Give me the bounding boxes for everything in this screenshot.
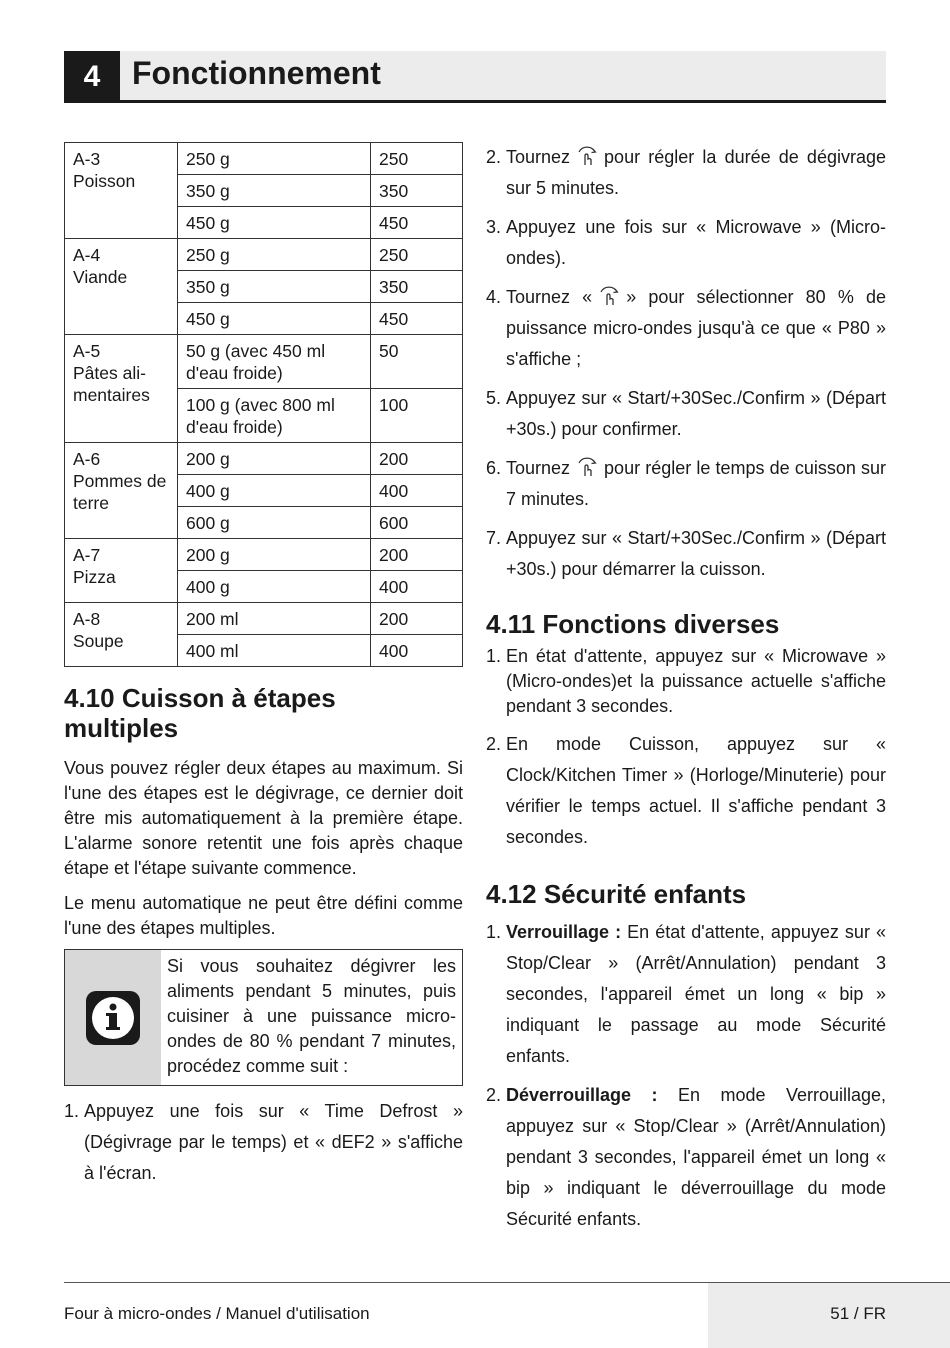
value-cell: 200 <box>371 539 463 571</box>
right-column <box>486 142 886 1243</box>
weight-cell: 600 g <box>178 507 371 539</box>
value-cell: 100 <box>371 389 463 443</box>
step-number: 5. <box>486 388 502 408</box>
section-title-4-10: 4.10 Cuisson à étapes multiples <box>64 683 336 743</box>
item-number: 2. <box>486 734 502 754</box>
list-item <box>486 1080 886 1235</box>
table-row <box>65 443 463 475</box>
item-label: Déverrouillage : <box>506 1085 658 1105</box>
info-note <box>64 949 463 1086</box>
step-number: 1. <box>64 1101 80 1121</box>
knob-icon <box>596 283 622 309</box>
step-text: Tournez <box>506 147 571 167</box>
step-text: Tournez « <box>506 287 593 307</box>
value-cell: 350 <box>371 175 463 207</box>
item-label: Verrouillage : <box>506 922 622 942</box>
item-text: En mode Verrouillage, appuyez sur « Stop/Clear » (Arrêt/Annulation) pendant 3 secondes, l'appareil émet un long « bip » indiquant le déverrouillage du mode Sécurité enfants. <box>506 1085 887 1229</box>
value-cell: 600 <box>371 507 463 539</box>
weight-cell: 200 ml <box>178 603 371 635</box>
section-title-4-12: 4.12 Sécurité enfants <box>486 879 747 909</box>
list-item <box>486 282 886 375</box>
step-text: Tournez <box>506 458 571 478</box>
info-icon <box>85 990 141 1046</box>
auto-menu-table <box>64 142 463 667</box>
table-row <box>65 143 463 175</box>
value-cell: 200 <box>371 603 463 635</box>
table-row <box>65 239 463 271</box>
program-label-cell: A-6 Pommes de terre <box>65 443 178 539</box>
value-cell: 200 <box>371 443 463 475</box>
item-number: 1. <box>486 646 502 666</box>
step-number: 4. <box>486 287 502 307</box>
list-item <box>486 644 886 719</box>
list-item <box>64 1096 463 1189</box>
list-item <box>486 142 886 204</box>
list-item <box>486 917 886 1072</box>
note-icon-box <box>65 950 161 1085</box>
section-4-12-list <box>486 917 886 1235</box>
weight-cell: 400 g <box>178 571 371 603</box>
section-4-11-list <box>486 644 886 853</box>
value-cell: 400 <box>371 635 463 667</box>
weight-cell: 200 g <box>178 443 371 475</box>
step-text: Appuyez une fois sur « Microwave » (Micro-ondes). <box>506 217 886 268</box>
right-steps <box>486 142 886 585</box>
section-4-10-paragraph-2: Le menu automatique ne peut être défini comme l'une des étapes multiples. <box>64 893 463 938</box>
weight-cell: 450 g <box>178 207 371 239</box>
program-label-cell: A-4 Viande <box>65 239 178 335</box>
step-number: 3. <box>486 217 502 237</box>
left-steps <box>64 1096 463 1189</box>
item-number: 1. <box>486 922 502 942</box>
weight-cell: 400 g <box>178 475 371 507</box>
item-text: En état d'attente, appuyez sur « Microwave » (Micro-ondes)et la puissance actuelle s'affiche pendant 3 secondes. <box>506 646 886 716</box>
weight-cell: 200 g <box>178 539 371 571</box>
knob-icon <box>574 143 600 169</box>
value-cell: 250 <box>371 239 463 271</box>
program-label-cell: A-5 Pâtes ali- mentaires <box>65 335 178 443</box>
program-label-cell: A-3 Poisson <box>65 143 178 239</box>
table-row <box>65 335 463 389</box>
left-column <box>64 142 463 1189</box>
note-text: Si vous souhaitez dégivrer les aliments pendant 5 minutes, puis cuisiner à une puissance micro-ondes de 80 % pendant 7 minutes, procédez comme suit : <box>167 956 456 1076</box>
chapter-title: Fonctionnement <box>132 55 381 91</box>
list-item <box>486 523 886 585</box>
step-text-continued: pour régler la durée de dégivrage sur 5 minutes. <box>506 147 886 198</box>
item-number: 2. <box>486 1085 502 1105</box>
chapter-number: 4 <box>64 51 120 103</box>
list-item <box>486 383 886 445</box>
footer-title: Four à micro-ondes / Manuel d'utilisation <box>64 1304 370 1323</box>
weight-cell: 400 ml <box>178 635 371 667</box>
step-text: Appuyez sur « Start/+30Sec./Confirm » (Départ +30s.) pour démarrer la cuisson. <box>506 528 886 579</box>
list-item <box>486 453 886 515</box>
program-label-cell: A-7 Pizza <box>65 539 178 603</box>
step-text: Appuyez une fois sur « Time Defrost » (Dégivrage par le temps) et « dEF2 » s'affiche à l'écran. <box>84 1101 463 1183</box>
weight-cell: 250 g <box>178 143 371 175</box>
chapter-header <box>64 51 886 103</box>
table-row <box>65 603 463 635</box>
program-label-cell: A-8 Soupe <box>65 603 178 667</box>
section-title-4-11: 4.11 Fonctions diverses <box>486 609 780 639</box>
weight-cell: 250 g <box>178 239 371 271</box>
value-cell: 450 <box>371 207 463 239</box>
step-number: 7. <box>486 528 502 548</box>
step-text: Appuyez sur « Start/+30Sec./Confirm » (Départ +30s.) pour confirmer. <box>506 388 886 439</box>
value-cell: 450 <box>371 303 463 335</box>
page-number: 51 / FR <box>830 1304 886 1323</box>
item-text: En mode Cuisson, appuyez sur « Clock/Kitchen Timer » (Horloge/Minuterie) pour vérifier le temps actuel. Il s'affiche pendant 3 secondes. <box>506 734 886 847</box>
value-cell: 350 <box>371 271 463 303</box>
value-cell: 50 <box>371 335 463 389</box>
value-cell: 250 <box>371 143 463 175</box>
weight-cell: 450 g <box>178 303 371 335</box>
weight-cell: 350 g <box>178 271 371 303</box>
step-number: 2. <box>486 147 502 167</box>
weight-cell: 50 g (avec 450 ml d'eau froide) <box>178 335 371 389</box>
table-row <box>65 539 463 571</box>
item-text: En état d'attente, appuyez sur « Stop/Clear » (Arrêt/Annulation) pendant 3 secondes, l'appareil émet un long « bip » indiquant le passage au mode Sécurité enfants. <box>506 922 886 1066</box>
value-cell: 400 <box>371 571 463 603</box>
list-item <box>486 729 886 853</box>
section-4-10-paragraph-1: Vous pouvez régler deux étapes au maximum. Si l'une des étapes est le dégivrage, ce dernier doit être mis automatiquement à la première étape. L'alarme sonore retentit une fois après chaque étape et l'étape suivante commence. <box>64 758 463 878</box>
step-text-continued: » pour sélectionner 80 % de puissance micro-ondes jusqu'à ce que « P80 » s'affiche ; <box>506 287 886 369</box>
step-text-continued: pour régler le temps de cuisson sur 7 minutes. <box>506 458 886 509</box>
footer-page-box <box>708 1283 950 1348</box>
weight-cell: 350 g <box>178 175 371 207</box>
knob-icon <box>574 454 600 480</box>
weight-cell: 100 g (avec 800 ml d'eau froide) <box>178 389 371 443</box>
list-item <box>486 212 886 274</box>
value-cell: 400 <box>371 475 463 507</box>
step-number: 6. <box>486 458 502 478</box>
